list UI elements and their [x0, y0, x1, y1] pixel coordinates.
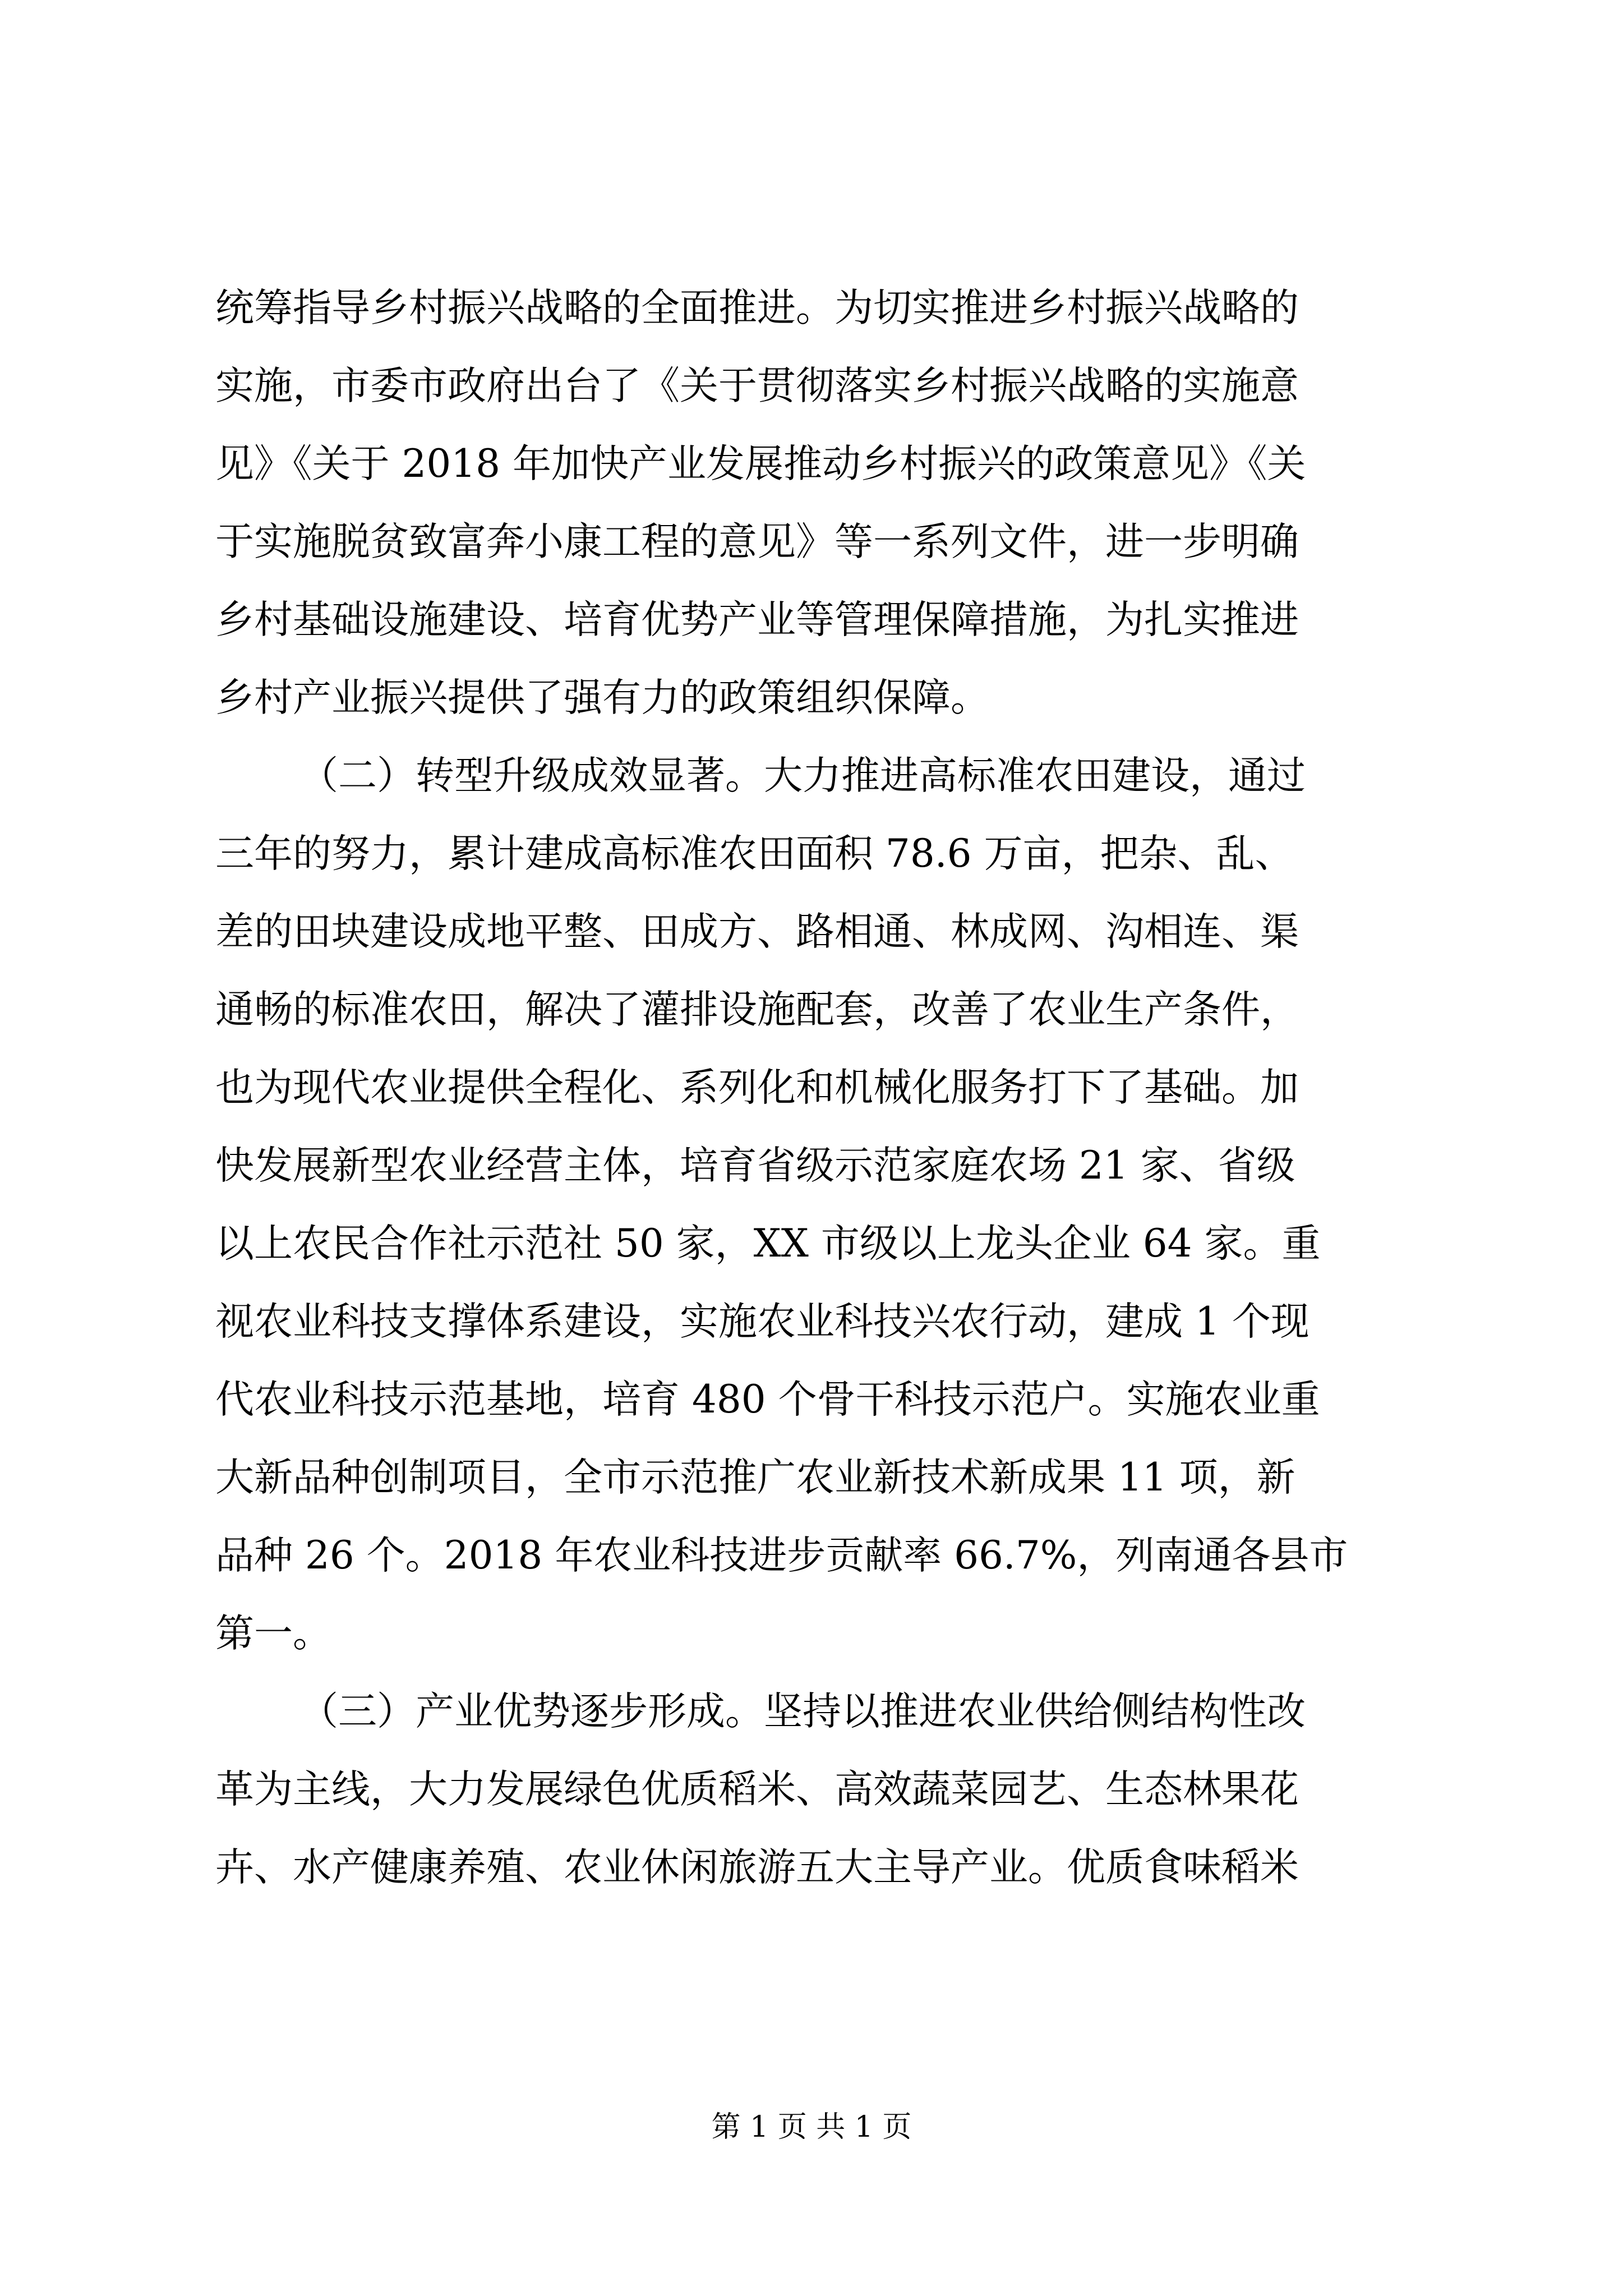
text-line: 见》《关于 2018 年加快产业发展推动乡村振兴的政策意见》《关: [215, 441, 1306, 486]
text-line: 卉、水产健康养殖、农业休闲旅游五大主导产业。优质食味稻米: [215, 1845, 1299, 1890]
text-line: 品种 26 个。2018 年农业科技进步贡献率 66.7%，列南通各县市: [215, 1533, 1348, 1578]
text-line: 通畅的标准农田，解决了灌排设施配套，改善了农业生产条件，: [215, 987, 1299, 1032]
text-line: 差的田块建设成地平整、田成方、路相通、林成网、沟相连、渠: [215, 909, 1299, 954]
text-line: 第一。: [215, 1611, 331, 1656]
document-body: [215, 269, 1410, 1907]
text-line: 视农业科技支撑体系建设，实施农业科技兴农行动，建成 1 个现: [215, 1299, 1310, 1344]
page-footer: 第 1 页 共 1 页: [711, 2110, 912, 2144]
text-line: 也为现代农业提供全程化、系列化和机械化服务打下了基础。加: [215, 1065, 1299, 1110]
text-line: 乡村产业振兴提供了强有力的政策组织保障。: [215, 675, 989, 720]
text-line: 快发展新型农业经营主体，培育省级示范家庭农场 21 家、省级: [215, 1143, 1295, 1188]
text-line: （三）产业优势逐步形成。坚持以推进农业供给侧结构性改: [299, 1689, 1306, 1734]
text-line: 革为主线，大力发展绿色优质稻米、高效蔬菜园艺、生态林果花: [215, 1767, 1299, 1812]
text-line: 乡村基础设施建设、培育优势产业等管理保障措施，为扎实推进: [215, 597, 1299, 642]
text-line: 于实施脱贫致富奔小康工程的意见》等一系列文件，进一步明确: [215, 519, 1299, 564]
text-line: 统筹指导乡村振兴战略的全面推进。为切实推进乡村振兴战略的: [215, 286, 1299, 330]
text-line: 三年的努力，累计建成高标准农田面积 78.6 万亩，把杂、乱、: [215, 831, 1294, 876]
text-line: 代农业科技示范基地，培育 480 个骨干科技示范户。实施农业重: [215, 1377, 1320, 1422]
text-line: 大新品种创制项目，全市示范推广农业新技术新成果 11 项，新: [215, 1455, 1295, 1500]
text-line: 实施，市委市政府出台了《关于贯彻落实乡村振兴战略的实施意: [215, 364, 1299, 408]
text-line: 以上农民合作社示范社 50 家，XX 市级以上龙头企业 64 家。重: [215, 1221, 1321, 1266]
text-line: （二）转型升级成效显著。大力推进高标准农田建设，通过: [299, 753, 1306, 798]
